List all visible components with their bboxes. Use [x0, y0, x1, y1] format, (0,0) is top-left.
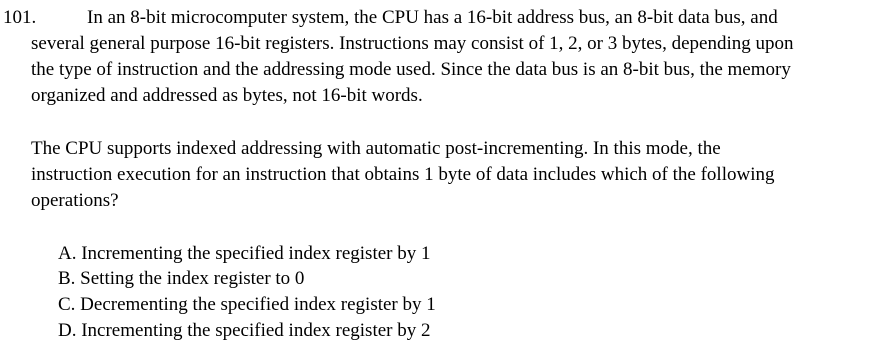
question-number: 101. — [3, 7, 37, 28]
paragraph2-line-1: The CPU supports indexed addressing with automatic post-incrementing. In this mode, the — [31, 138, 721, 159]
paragraph2-line-3: operations? — [31, 190, 119, 211]
paragraph1-line-2: several general purpose 16-bit registers. Instructions may consist of 1, 2, or 3 bytes, depending upon — [31, 33, 794, 54]
paragraph1-line-4: organized and addressed as bytes, not 16-bit words. — [31, 85, 423, 106]
paragraph1-line-1: In an 8-bit microcomputer system, the CPU has a 16-bit address bus, an 8-bit data bus, and — [87, 7, 778, 28]
paragraph2-line-2: instruction execution for an instruction that obtains 1 byte of data includes which of the following — [31, 164, 775, 185]
choice-a: A. Incrementing the specified index register by 1 — [58, 243, 431, 264]
choice-b: B. Setting the index register to 0 — [58, 268, 305, 289]
choice-d: D. Incrementing the specified index register by 2 — [58, 320, 431, 341]
choice-c: C. Decrementing the specified index register by 1 — [58, 294, 436, 315]
paragraph1-line-3: the type of instruction and the addressing mode used. Since the data bus is an 8-bit bus, the memory — [31, 59, 791, 80]
